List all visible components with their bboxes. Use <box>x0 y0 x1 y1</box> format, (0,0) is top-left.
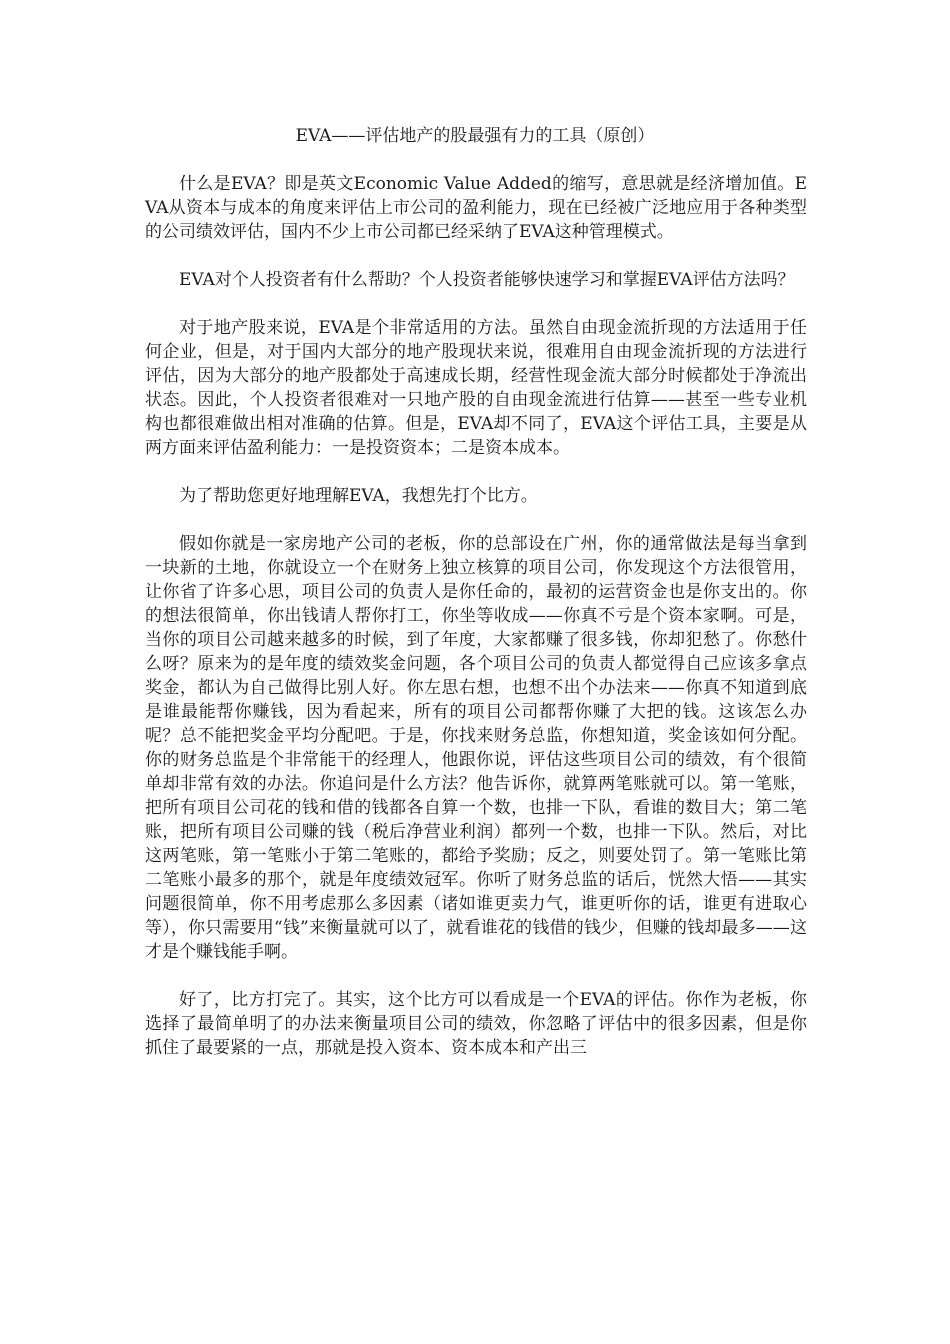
paragraph-eva-for-property-stocks: 对于地产股来说，EVA是个非常适用的方法。虽然自由现金流折现的方法适用于任何企业，但是，对于国内大部分的地产股现状来说，很难用自由现金流折现的方法进行评估，因为大部分的地产股都处于高速成长期，经营性现金流大部分时候都处于净流出状态。因此，个人投资者很难对一只地产股的自由现金流进行估算——甚至一些专业机构也都很难做出相对准确的估算。但是，EVA却不同了，EVA这个评估工具，主要是从两方面来评估盈利能力：一是投资资本；二是资本成本。 <box>145 318 807 458</box>
paragraph-analogy-story: 假如你就是一家房地产公司的老板，你的总部设在广州，你的通常做法是每当拿到一块新的土地，你就设立一个在财务上独立核算的项目公司，你发现这个方法很管用，让你省了许多心思，项目公司的负责人是你任命的，最初的运营资金也是你支出的。你的想法很简单，你出钱请人帮你打工，你坐等收成——你真不亏是个资本家啊。可是，当你的项目公司越来越多的时候，到了年度，大家都赚了很多钱，你却犯愁了。你愁什么呀？原来为的是年度的绩效奖金问题，各个项目公司的负责人都觉得自己应该多拿点奖金，都认为自己做得比别人好。你左思右想，也想不出个办法来——你真不知道到底是谁最能帮你赚钱，因为看起来，所有的项目公司都帮你赚了大把的钱。这该怎么办呢？总不能把奖金平均分配吧。于是，你找来财务总监，你想知道，奖金该如何分配。你的财务总监是个非常能干的经理人，他跟你说，评估这些项目公司的绩效，有个很简单却非常有效的办法。你追问是什么方法？他告诉你，就算两笔账就可以。第一笔账，把所有项目公司花的钱和借的钱都各自算一个数，也排一下队，看谁的数目大；第二笔账，把所有项目公司赚的钱（税后净营业利润）都列一个数，也排一下队。然后，对比这两笔账，第一笔账小于第二笔账的，都给予奖励；反之，则要处罚了。第一笔账比第二笔账小最多的那个，就是年度绩效冠军。你听了财务总监的话后，恍然大悟——其实问题很简单，你不用考虑那么多因素（诸如谁更卖力气，谁更听你的话，谁更有进取心等），你只需要用“钱”来衡量就可以了，就看谁花的钱借的钱少，但赚的钱却最多——这才是个赚钱能手啊。 <box>145 534 807 962</box>
paragraph-analogy-summary: 好了，比方打完了。其实，这个比方可以看成是一个EVA的评估。你作为老板，你选择了最简单明了的办法来衡量项目公司的绩效，你忽略了评估中的很多因素，但是你抓住了最要紧的一点，那就是投入资本、资本成本和产出三 <box>145 990 807 1058</box>
paragraph-eva-for-investors: EVA对个人投资者有什么帮助？个人投资者能够快速学习和掌握EVA评估方法吗？ <box>179 270 795 290</box>
document-body <box>145 172 807 1084</box>
paragraph-analogy-intro: 为了帮助您更好地理解EVA，我想先打个比方。 <box>179 486 538 506</box>
document-title: EVA——评估地产的股最强有力的工具（原创） <box>295 126 655 146</box>
paragraph-what-is-eva: 什么是EVA？即是英文Economic Value Added的缩写，意思就是经济增加值。EVA从资本与成本的角度来评估上市公司的盈利能力，现在已经被广泛地应用于各种类型的公司绩效评估，国内不少上市公司都已经采纳了EVA这种管理模式。 <box>145 174 807 242</box>
